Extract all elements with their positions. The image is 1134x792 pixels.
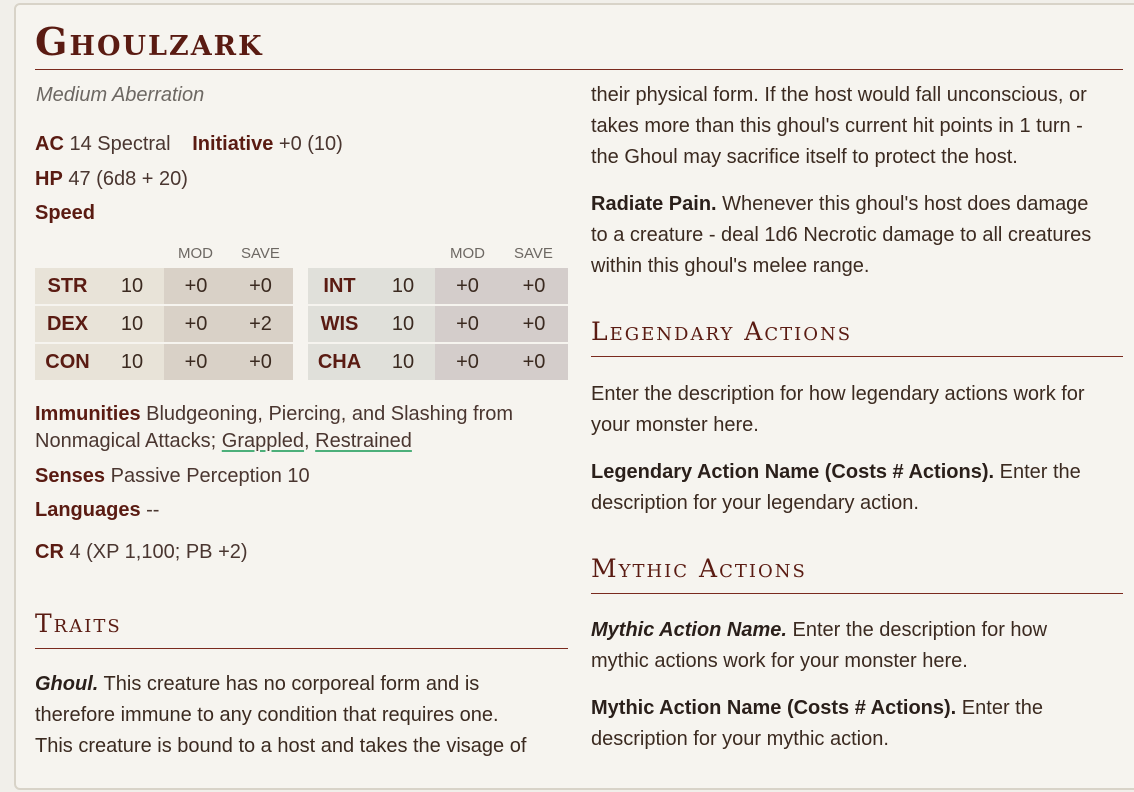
trait-ghoul-text-5: takes more than this ghoul's current hit points in 1 turn -	[591, 115, 1083, 137]
legendary-intro-1: Enter the description for how legendary actions work for	[591, 383, 1085, 405]
ability-name: STR	[35, 268, 100, 304]
condition-separator: ,	[304, 430, 310, 452]
legendary-action-name: Legendary Action Name (Costs # Actions).	[591, 461, 995, 483]
senses-value: Passive Perception 10	[110, 465, 310, 487]
trait-ghoul-text-1: This creature has no corporeal form and is	[103, 673, 480, 695]
trait-radiate-text-3: within this ghoul's melee range.	[591, 255, 870, 277]
mythic-action-text-1: Enter the description for how	[792, 619, 1048, 641]
immunities-value: Bludgeoning, Piercing, and Slashing from	[146, 403, 514, 425]
ability-save: +0	[500, 344, 568, 380]
monster-type: Medium Aberration	[36, 84, 205, 106]
ability-save: +0	[500, 306, 568, 342]
trait-ghoul-text-4: their physical form. If the host would fall unconscious, or	[591, 84, 1087, 106]
ability-score: 10	[100, 344, 164, 380]
hp-value: 47 (6d8 + 20)	[68, 168, 188, 190]
save-header: SAVE	[514, 245, 553, 262]
immunities-value-2: Nonmagical Attacks;	[35, 430, 217, 452]
condition-link-grappled[interactable]: Grappled	[221, 430, 305, 452]
ac-label: AC	[35, 133, 64, 155]
ability-score: 10	[100, 268, 164, 304]
senses-label: Senses	[35, 465, 106, 487]
trait-ghoul-text-6: the Ghoul may sacrifice itself to protect the host.	[591, 146, 1018, 168]
trait-ghoul-text-3: This creature is bound to a host and takes the visage of	[35, 735, 527, 757]
monster-name: Ghoulzark	[35, 19, 264, 64]
cr-label: CR	[35, 541, 64, 563]
trait-ghoul	[35, 669, 575, 762]
ability-mod: +0	[435, 306, 500, 342]
ability-save: +2	[228, 306, 293, 342]
ability-save: +0	[228, 268, 293, 304]
speed-label: Speed	[35, 202, 96, 224]
mythic-action-text-2: mythic actions work for your monster here.	[591, 650, 968, 672]
legendary-divider	[591, 356, 1123, 357]
ability-name: INT	[308, 268, 371, 304]
mythic-action-text-4: description for your mythic action.	[591, 728, 889, 750]
cr-value: 4 (XP 1,100; PB +2)	[69, 541, 248, 563]
initiative-label: Initiative	[192, 133, 274, 155]
legendary-action-text-2: description for your legendary action.	[591, 492, 919, 514]
ability-mod: +0	[435, 268, 500, 304]
immunities-label: Immunities	[35, 403, 141, 425]
legendary-intro	[591, 379, 1131, 441]
trait-ghoul-text-2: therefore immune to any condition that requires one.	[35, 704, 499, 726]
ability-score: 10	[371, 268, 435, 304]
mythic-action-name-2: Mythic Action Name (Costs # Actions).	[591, 697, 957, 719]
speed-line	[35, 202, 95, 225]
ac-value: 14 Spectral	[69, 133, 171, 155]
hp-label: HP	[35, 168, 63, 190]
mod-header: MOD	[450, 245, 485, 262]
hp-line	[35, 168, 188, 191]
immunities-line	[35, 403, 513, 426]
trait-radiate-name: Radiate Pain.	[591, 193, 717, 215]
mythic-action-1	[591, 615, 1131, 677]
legendary-intro-2: your monster here.	[591, 414, 759, 436]
cr-line	[35, 541, 248, 564]
trait-ghoul-continued	[591, 80, 1131, 173]
ability-score: 10	[371, 344, 435, 380]
legendary-heading: Legendary Actions	[591, 317, 853, 346]
languages-line	[35, 499, 159, 522]
mythic-action-2	[591, 693, 1131, 755]
traits-divider	[35, 648, 568, 649]
ability-mod: +0	[164, 344, 228, 380]
mythic-divider	[591, 593, 1123, 594]
ability-name: CON	[35, 344, 100, 380]
ac-line	[35, 133, 343, 156]
ability-mod: +0	[164, 306, 228, 342]
mythic-heading: Mythic Actions	[591, 554, 807, 583]
languages-value: --	[146, 499, 160, 521]
ability-name: WIS	[308, 306, 371, 342]
ability-save: +0	[500, 268, 568, 304]
title-divider	[35, 69, 1123, 70]
ability-score: 10	[371, 306, 435, 342]
condition-link-restrained[interactable]: Restrained	[315, 430, 412, 452]
trait-radiate-pain	[591, 189, 1131, 282]
ability-mod: +0	[435, 344, 500, 380]
ability-save: +0	[228, 344, 293, 380]
ability-name: DEX	[35, 306, 100, 342]
immunities-line-2	[35, 430, 412, 453]
trait-radiate-text-1: Whenever this ghoul's host does damage	[722, 193, 1089, 215]
ability-mod: +0	[164, 268, 228, 304]
legendary-action-text-1: Enter the	[999, 461, 1081, 483]
mod-header: MOD	[178, 245, 213, 262]
mythic-action-name-1: Mythic Action Name.	[591, 619, 787, 641]
senses-line	[35, 465, 310, 488]
languages-label: Languages	[35, 499, 141, 521]
ability-score: 10	[100, 306, 164, 342]
traits-heading: Traits	[35, 609, 122, 638]
ability-name: CHA	[308, 344, 371, 380]
save-header: SAVE	[241, 245, 280, 262]
legendary-action	[591, 457, 1131, 519]
trait-ghoul-name: Ghoul.	[35, 673, 99, 695]
initiative-value: +0 (10)	[278, 133, 343, 155]
trait-radiate-text-2: to a creature - deal 1d6 Necrotic damage to all creatures	[591, 224, 1092, 246]
mythic-action-text-3: Enter the	[961, 697, 1043, 719]
